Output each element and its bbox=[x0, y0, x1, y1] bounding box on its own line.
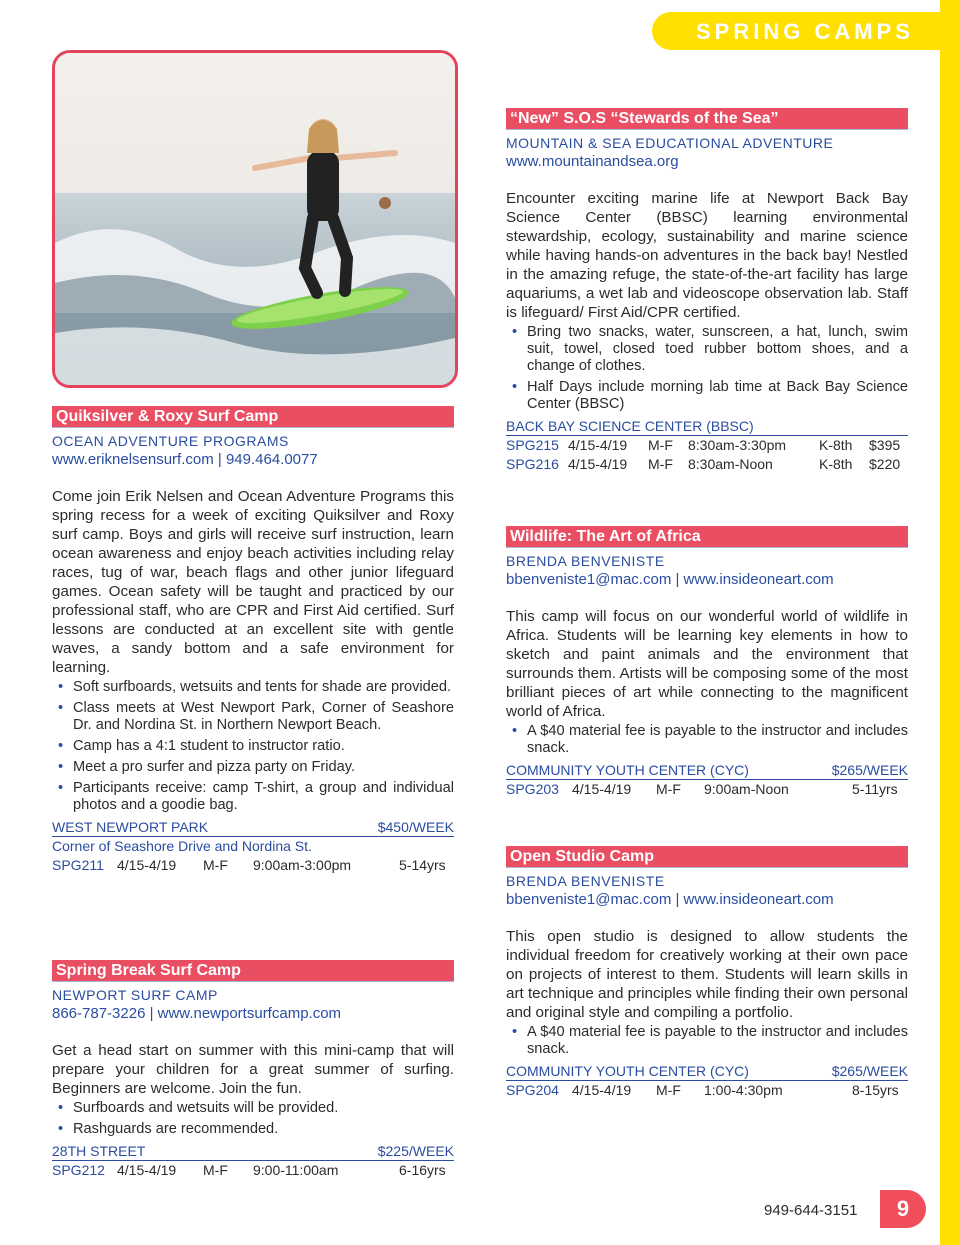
course-time: 8:30am-3:30pm bbox=[688, 437, 787, 453]
camp-description: Come join Erik Nelsen and Ocean Adventure Programs this spring recess for a week of exciting Quiksilver and Roxy surf camp. Boys and girls will receive surf instruction, learn ocean awareness and enjoy beach activities including relay races, tug of war, beach flags and other junior lifeguard games. Ocean safety will be taught and practiced by our professional staff, who are CPR and First Aid certified. Surf lessons are conducted at an excellent site with gentle waves, a sandy bottom and a safe environment for learning. bbox=[52, 488, 454, 676]
camp-location: COMMUNITY YOUTH CENTER (CYC) bbox=[506, 1063, 749, 1079]
camp-location: WEST NEWPORT PARK bbox=[52, 819, 209, 835]
camp-website[interactable]: bbenveniste1@mac.com | www.insideoneart.com bbox=[506, 571, 834, 588]
footer-phone: 949-644-3151 bbox=[764, 1202, 858, 1219]
camp-website[interactable]: www.eriknelsensurf.com | 949.464.0077 bbox=[52, 451, 318, 468]
camp-org: BRENDA BENVENISTE bbox=[506, 553, 665, 569]
section-banner bbox=[652, 12, 960, 50]
course-ages: 8-15yrs bbox=[852, 1082, 899, 1098]
list-item: • Class meets at West Newport Park, Corner of Seashore Dr. and Nordina St. in Northern Newport Beach. bbox=[73, 700, 454, 734]
camp-title: Quiksilver & Roxy Surf Camp bbox=[52, 406, 454, 428]
list-item: • A $40 material fee is payable to the instructor and includes snack. bbox=[527, 1024, 908, 1058]
camp-address: Corner of Seashore Drive and Nordina St. bbox=[52, 838, 312, 854]
page-number: 9 bbox=[880, 1190, 926, 1228]
course-code[interactable]: SPG212 bbox=[52, 1162, 105, 1178]
course-days: M-F bbox=[656, 781, 681, 797]
course-days: M-F bbox=[648, 456, 673, 472]
course-ages: 5-11yrs bbox=[852, 781, 898, 797]
course-price: $395 bbox=[869, 437, 901, 453]
list-item: • Meet a pro surfer and pizza party on Friday. bbox=[73, 759, 454, 776]
course-ages: 5-14yrs bbox=[399, 857, 446, 873]
camp-location-line bbox=[506, 761, 908, 780]
schedule-row bbox=[506, 436, 908, 455]
camp-title: Spring Break Surf Camp bbox=[52, 960, 454, 982]
course-days: M-F bbox=[203, 1162, 228, 1178]
schedule-row bbox=[506, 780, 908, 799]
course-ages: 6-16yrs bbox=[399, 1162, 446, 1178]
yellow-edge-bar bbox=[940, 0, 960, 1245]
course-code[interactable]: SPG216 bbox=[506, 456, 559, 472]
list-item: • Bring two snacks, water, sunscreen, a hat, lunch, swim suit, towel, closed toed rubber bottom shoes, and a change of clothes. bbox=[527, 324, 908, 375]
course-dates: 4/15-4/19 bbox=[568, 437, 628, 453]
camp-price: $450/WEEK bbox=[377, 819, 454, 835]
list-item: • Soft surfboards, wetsuits and tents for shade are provided. bbox=[73, 679, 454, 696]
camp-website[interactable]: 866-787-3226 | www.newportsurfcamp.com bbox=[52, 1005, 342, 1022]
course-dates: 4/15-4/19 bbox=[572, 1082, 632, 1098]
camp-spring-break-surf bbox=[52, 960, 454, 1180]
schedule-row bbox=[506, 455, 908, 474]
list-item: • A $40 material fee is payable to the instructor and includes snack. bbox=[527, 723, 908, 757]
camp-description: This open studio is designed to allow students the individual freedom for creatively working at their own pace on projects of interest to them. Students will learn skills in art technique and principles while finding their own personal and original style and compiling a portfolio. bbox=[506, 928, 908, 1021]
course-grades: K-8th bbox=[819, 437, 853, 453]
camp-org: NEWPORT SURF CAMP bbox=[52, 987, 218, 1003]
camp-website[interactable]: www.mountainandsea.org bbox=[506, 153, 679, 170]
banner-title: SPRING CAMPS bbox=[696, 19, 914, 44]
course-code[interactable]: SPG203 bbox=[506, 781, 559, 797]
surfer-photo-icon bbox=[55, 53, 455, 385]
course-price: $220 bbox=[869, 456, 901, 472]
camp-stewards-of-the-sea bbox=[506, 108, 908, 474]
camp-title: Wildlife: The Art of Africa bbox=[506, 526, 908, 548]
camp-bullets bbox=[506, 1024, 908, 1058]
camp-price: $265/WEEK bbox=[831, 762, 908, 778]
camp-bullets bbox=[52, 679, 454, 814]
camp-website[interactable]: bbenveniste1@mac.com | www.insideoneart.com bbox=[506, 891, 834, 908]
camp-description: This camp will focus on our wonderful world of wildlife in Africa. Students will be learning key elements in how to sketch and paint animals and the environment that surrounds them. Artists will be composing some of the most brilliant pieces of art while connecting to the magnificent world of Africa. bbox=[506, 608, 908, 720]
surfer-photo bbox=[52, 50, 458, 388]
course-dates: 4/15-4/19 bbox=[568, 456, 628, 472]
camp-description: Get a head start on summer with this mini-camp that will prepare your children for a great summer of surfing. Beginners are welcome. Join the fun. bbox=[52, 1042, 454, 1097]
list-item: • Camp has a 4:1 student to instructor ratio. bbox=[73, 738, 454, 755]
camp-price: $265/WEEK bbox=[831, 1063, 908, 1079]
camp-wildlife-art-of-africa bbox=[506, 526, 908, 799]
course-grades: K-8th bbox=[819, 456, 853, 472]
camp-quiksilver-roxy bbox=[52, 406, 454, 875]
list-item: • Half Days include morning lab time at Back Bay Science Center (BBSC) bbox=[527, 379, 908, 413]
schedule-row bbox=[52, 856, 454, 875]
camp-bullets bbox=[52, 1100, 454, 1138]
list-item: • Surfboards and wetsuits will be provided. bbox=[73, 1100, 454, 1117]
course-time: 9:00am-Noon bbox=[704, 781, 789, 797]
course-time: 9:00-11:00am bbox=[253, 1162, 339, 1178]
course-days: M-F bbox=[656, 1082, 681, 1098]
camp-location-line bbox=[506, 417, 908, 436]
course-code[interactable]: SPG204 bbox=[506, 1082, 559, 1098]
camp-location-line bbox=[506, 1062, 908, 1081]
camp-org: OCEAN ADVENTURE PROGRAMS bbox=[52, 433, 289, 449]
list-item: • Participants receive: camp T-shirt, a group and individual photos and a goodie bag. bbox=[73, 780, 454, 814]
course-code[interactable]: SPG211 bbox=[52, 857, 104, 873]
camp-bullets bbox=[506, 723, 908, 757]
camp-location-line bbox=[52, 818, 454, 837]
course-time: 9:00am-3:00pm bbox=[253, 857, 352, 873]
course-code[interactable]: SPG215 bbox=[506, 437, 559, 453]
course-dates: 4/15-4/19 bbox=[117, 1162, 177, 1178]
camp-location-line bbox=[52, 1142, 454, 1161]
course-dates: 4/15-4/19 bbox=[572, 781, 632, 797]
camp-location: COMMUNITY YOUTH CENTER (CYC) bbox=[506, 762, 749, 778]
course-dates: 4/15-4/19 bbox=[117, 857, 177, 873]
camp-price: $225/WEEK bbox=[377, 1143, 454, 1159]
course-time: 1:00-4:30pm bbox=[704, 1082, 783, 1098]
camp-org: MOUNTAIN & SEA EDUCATIONAL ADVENTURE bbox=[506, 135, 834, 151]
camp-open-studio bbox=[506, 846, 908, 1100]
camp-bullets bbox=[506, 324, 908, 413]
course-time: 8:30am-Noon bbox=[688, 456, 773, 472]
camp-location: 28TH STREET bbox=[52, 1143, 146, 1159]
camp-title: “New” S.O.S “Stewards of the Sea” bbox=[506, 108, 908, 130]
list-item: • Rashguards are recommended. bbox=[73, 1121, 454, 1138]
camp-description: Encounter exciting marine life at Newport Back Bay Science Center (BBSC) learning environmental stewardship, ecology, sustainability and marine science while having hands-on adventures in the back bay! Nestled in the amazing refuge, the state-of-the-art facility has large aquariums, a wet lab and videoscope observation lab. Staff is lifeguard/ First Aid/CPR certified. bbox=[506, 190, 908, 321]
camp-title: Open Studio Camp bbox=[506, 846, 908, 868]
course-days: M-F bbox=[648, 437, 673, 453]
camp-location: BACK BAY SCIENCE CENTER (BBSC) bbox=[506, 418, 754, 434]
course-days: M-F bbox=[203, 857, 228, 873]
schedule-row bbox=[52, 1161, 454, 1180]
camp-org: BRENDA BENVENISTE bbox=[506, 873, 665, 889]
schedule-row bbox=[506, 1081, 908, 1100]
